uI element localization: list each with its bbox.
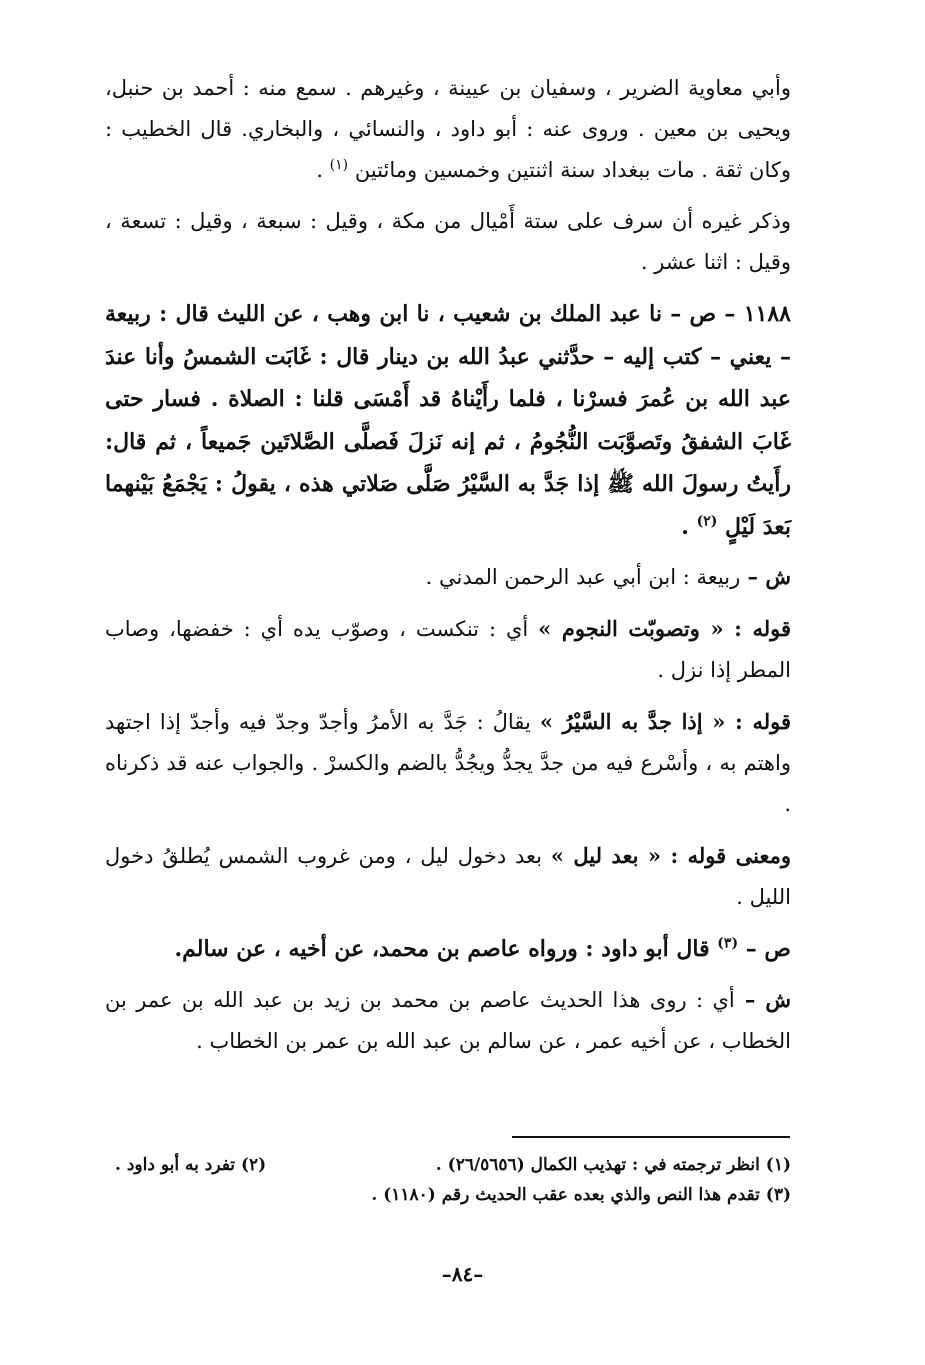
paragraph	[105, 701, 791, 825]
footnote-divider	[512, 1136, 790, 1138]
footnote-1: (١) انظر ترجمته في : تهذيب الكمال (٢٦/٥٦٥٦) .	[435, 1155, 791, 1175]
bold-text: قال أبو داود : ورواه عاصم بن محمد، عن أخيه ، عن سالم.	[174, 936, 718, 962]
bold-text: قوله : « إذا جدَّ به السَّيْرُ »	[539, 709, 792, 734]
paragraph	[105, 835, 791, 918]
paragraph	[105, 556, 791, 598]
footnote-marker: (٢)	[696, 513, 718, 530]
text: أي : تنكست ، وصوّب يده أي : خفضها، وصاب المطر إذا نزل .	[105, 617, 791, 682]
footnote-2: (٢) تفرد به أبو داود .	[115, 1155, 267, 1175]
text: أي : روى هذا الحديث عاصم بن محمد بن زيد بن عبد الله بن عمر بن الخطاب ، عن أخيه عمر ، عن سالم بن عبد الله بن عمر بن الخطاب .	[105, 987, 791, 1053]
text: وذكر غيره أن سرف على ستة أَمْيال من مكة ، وقيل : سبعة ، وقيل : تسعة ، وقيل : اثنا عشر .	[105, 209, 791, 274]
paragraph	[105, 928, 791, 971]
footnote-3: (٣) تقدم هذا النص والذي بعده عقب الحديث رقم (١١٨٠) .	[371, 1185, 791, 1205]
text: يقالُ : جَدَّ به الأمرُ وأجدّ وجدّ فيه وأجدّ إذا اجتهد واهتم به ، وأسْرع فيه من جدَّ يجدُّ ويجُدُّ بالضم والكسرْ . والجواب عنه قد ذكرناه .	[105, 710, 791, 816]
text: بعد دخول ليل ، ومن غروب الشمس يُطلقُ دخول الليل .	[105, 844, 791, 909]
bold-text: ١١٨٨ – ص – نا عبد الملك بن شعيب ، نا ابن وهب ، عن الليث قال : ربيعة – يعني – كتب إليه – حدَّثني عبدُ الله بن دينار قال : غَابَت الشمسُ وأنا عندَ عبد الله بن عُمرَ فسرْنا ، فلما رأَيْناهُ قد أَمْسَى قلنا : الصلاة . فسار حتى غَابَ الشفقُ وتَصوَّبَت النُّجُومُ ، ثم إنه نَزلَ فَصلَّى الصَّلاتَين جَميعاً ، ثم قال: رأَيتُ رسولَ الله ﷺ إذا جَدَّ به السَّيْرُ صَلَّى صَلاتي هذه ، يقولُ : يَجْمَعُ بَيْنهما بَعدَ لَيْلٍ	[105, 301, 791, 540]
bold-text: ومعنى قوله : « بعد ليل »	[550, 843, 791, 868]
paragraph	[105, 68, 791, 191]
bold-text: ص –	[738, 936, 791, 962]
footnote-row-2	[115, 1180, 791, 1210]
footnote-marker: (١)	[329, 157, 349, 173]
paragraph	[105, 201, 791, 283]
bold-text: ش –	[740, 564, 791, 589]
text: ربيعة : ابن أبي عبد الرحمن المدني .	[425, 565, 741, 589]
footnotes	[115, 1150, 791, 1210]
bold-text: قوله : « وتصوبّت النجوم »	[538, 616, 791, 641]
paragraph	[105, 979, 791, 1062]
main-text	[105, 68, 791, 1072]
text: وأبي معاوية الضرير ، وسفيان بن عيينة ، وغيرهم . سمع منه : أحمد بن حنبل، ويحيى بن معين . وروى عنه : أبو داود ، والنسائي ، والبخاري. قال الخطيب : وكان ثقة . مات ببغداد سنة اثنتين وخمسين ومائتين	[105, 76, 791, 182]
page-number: –٨٤–	[441, 1262, 484, 1286]
footnote-marker: (٣)	[717, 935, 739, 952]
paragraph	[105, 293, 791, 548]
text: .	[316, 158, 330, 182]
bold-text: .	[681, 513, 697, 540]
paragraph	[105, 608, 791, 691]
bold-text: ش –	[734, 986, 791, 1012]
footnote-row-1	[115, 1150, 791, 1180]
